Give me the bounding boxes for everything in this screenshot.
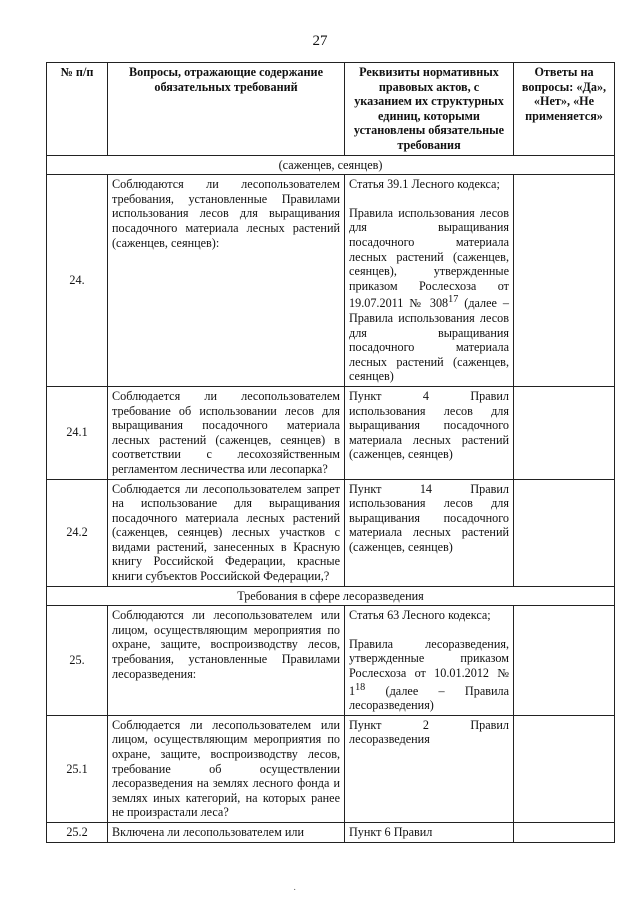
row-reference: Пункт 4 Правил использования лесов для выращивания посадочного материала лесных растений (саженцев, сеянцев) xyxy=(345,386,514,479)
reference-text: Правила использования лесов для выращивания посадочного материала лесных растений (саженцев, сеянцев), утвержденные приказом Рослесхоза от 19.07.2011 № 308 xyxy=(349,205,509,311)
row-reference xyxy=(345,175,514,387)
row-reference: Пункт 14 Правил использования лесов для выращивания посадочного материала лесных растений (саженцев, сеянцев) xyxy=(345,479,514,586)
row-reference: Пункт 6 Правил xyxy=(345,823,514,843)
row-reference: Пункт 2 Правил лесоразведения xyxy=(345,715,514,822)
table-row xyxy=(47,479,615,586)
reference-text: Правила лесоразведения, утвержденные приказом Рослесхоза от 10.01.2012 № 1 xyxy=(349,636,509,698)
table-row xyxy=(47,606,615,716)
reference-part-2 xyxy=(349,206,509,384)
row-answer[interactable] xyxy=(514,715,615,822)
row-number: 25. xyxy=(47,606,108,716)
table-header-row xyxy=(47,63,615,156)
page-number: 27 xyxy=(312,33,328,49)
table-row xyxy=(47,823,615,843)
row-reference xyxy=(345,606,514,716)
header-legal-references: Реквизиты нормативных правовых актов, с указанием их структурных единиц, которыми установлены обязательные требования xyxy=(345,63,514,156)
row-question: Включена ли лесопользователем или xyxy=(108,823,345,843)
reference-part-2 xyxy=(349,637,509,713)
table-row xyxy=(47,175,615,387)
header-questions: Вопросы, отражающие содержание обязательных требований xyxy=(108,63,345,156)
row-answer[interactable] xyxy=(514,479,615,586)
reference-part-1: Статья 39.1 Лесного кодекса; xyxy=(349,177,500,192)
header-number: № п/п xyxy=(47,63,108,156)
row-answer[interactable] xyxy=(514,606,615,716)
row-answer[interactable] xyxy=(514,386,615,479)
row-question: Соблюдается ли лесопользователем запрет на использование для выращивания посадочного материала лесных растений (саженцев, сеянцев) лесных участков с видами растений, занесенных в Красную книгу Российской Федерации, красные книги субъектов Российской Федерации,? xyxy=(108,479,345,586)
row-question: Соблюдаются ли лесопользователем требования, установленные Правилами использования лесов для выращивания посадочного материала лесных растений (саженцев, сеянцев): xyxy=(108,175,345,387)
footnote-ref: 18 xyxy=(355,681,366,693)
requirements-table xyxy=(46,62,615,843)
continuation-row xyxy=(47,155,615,175)
row-answer[interactable] xyxy=(514,175,615,387)
table-row xyxy=(47,386,615,479)
table-row xyxy=(47,715,615,822)
continuation-text: (саженцев, сеянцев) xyxy=(47,155,615,175)
section-title: Требования в сфере лесоразведения xyxy=(47,586,615,606)
reference-text: (далее – Правила использования лесов для выращивания посадочного материала лесных растений (саженцев, сеянцев) xyxy=(349,296,509,384)
row-question: Соблюдается ли лесопользователем требование об использовании лесов для выращивания посадочного материала лесных растений (саженцев, сеянцев) в соответствии с лесохозяйственным регламентом лесничества или лесопарка? xyxy=(108,386,345,479)
section-row xyxy=(47,586,615,606)
reference-part-1: Статья 63 Лесного кодекса; xyxy=(349,608,491,623)
row-number: 25.1 xyxy=(47,715,108,822)
footnote-ref: 17 xyxy=(448,294,459,306)
row-number: 25.2 xyxy=(47,823,108,843)
row-number: 24. xyxy=(47,175,108,387)
row-answer[interactable] xyxy=(514,823,615,843)
reference-text: (далее – Правила лесоразведения) xyxy=(349,683,509,713)
row-question: Соблюдаются ли лесопользователем или лицом, осуществляющим мероприятия по охране, защите, воспроизводству лесов, требования, установленные Правилами лесоразведения: xyxy=(108,606,345,716)
header-answers: Ответы на вопросы: «Да», «Нет», «Не применяется» xyxy=(514,63,615,156)
row-question: Соблюдается ли лесопользователем или лицом, осуществляющим мероприятия по охране, защите, воспроизводству лесов, требование об осуществлении лесоразведения на землях лесного фонда и землях иных категорий, на которых ранее не произрастали леса? xyxy=(108,715,345,822)
footer-mark: ˙ xyxy=(293,888,297,899)
row-number: 24.1 xyxy=(47,386,108,479)
row-number: 24.2 xyxy=(47,479,108,586)
